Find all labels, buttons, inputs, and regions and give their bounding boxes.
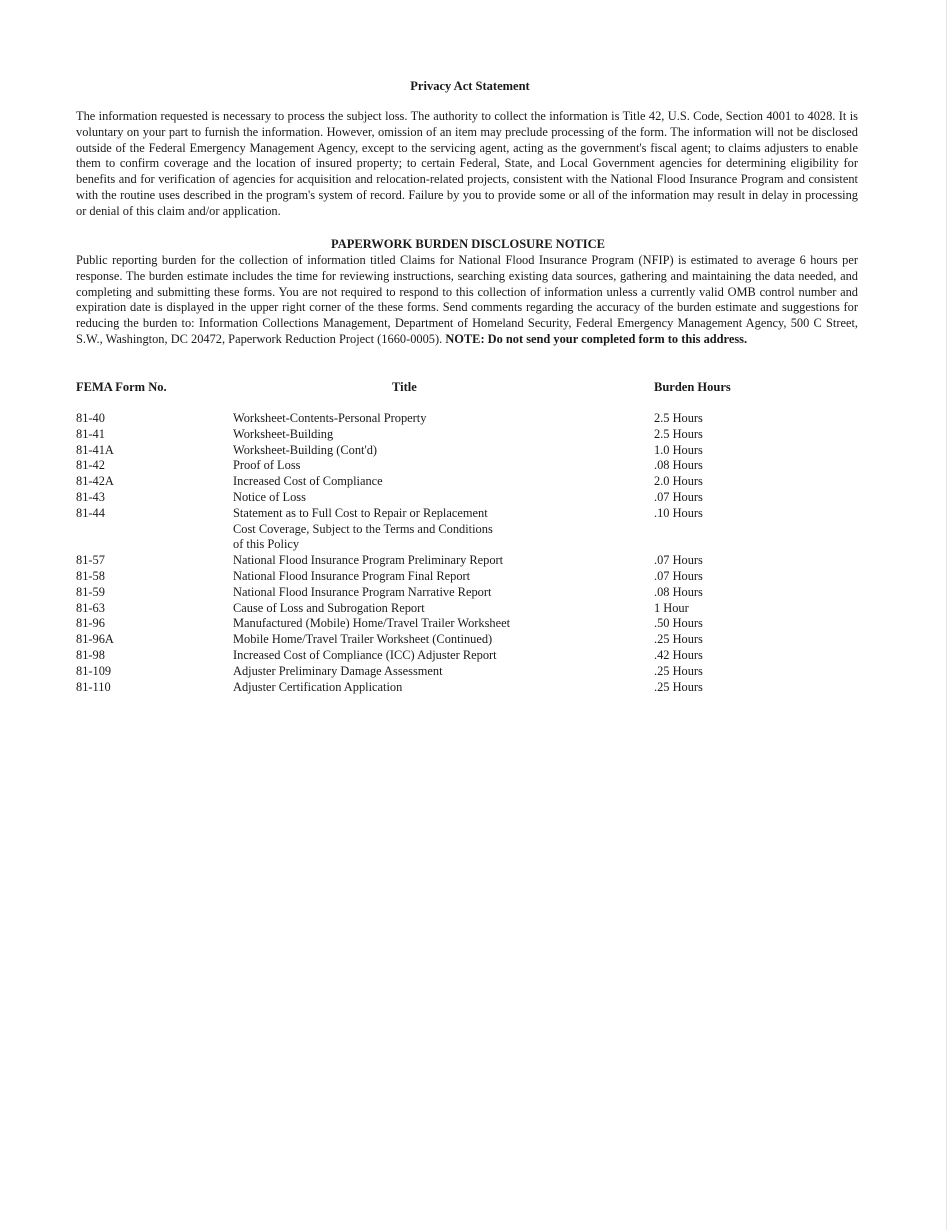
form-title-cell [233,506,654,553]
form-number-cell: 81-57 [76,553,105,568]
table-row [76,458,776,474]
form-number-cell: 81-63 [76,600,105,615]
form-title-cell [233,490,654,506]
form-title-line: Worksheet-Building (Cont'd) [233,442,378,457]
burden-hours-cell: .08 Hours [654,458,703,473]
table-row [76,648,776,664]
table-row [76,569,776,585]
form-title-cell [233,616,654,632]
burden-hours-cell: 2.0 Hours [654,474,703,489]
form-title-cell [233,427,654,443]
form-title-cell [233,632,654,648]
burden-hours-cell: .50 Hours [654,616,703,631]
form-title-line: Cause of Loss and Subrogation Report [233,600,425,615]
paperwork-notice-note: NOTE: Do not send your completed form to this address. [445,331,748,346]
burden-table-body [76,411,776,695]
column-header-form-no: FEMA Form No. [76,380,167,394]
form-title-line: National Flood Insurance Program Preliminary Report [233,553,504,568]
form-title-line: Statement as to Full Cost to Repair or Replacement [233,505,488,520]
table-row [76,506,776,553]
form-title-line: Manufactured (Mobile) Home/Travel Trailer Worksheet [233,616,511,631]
form-title-line: National Flood Insurance Program Narrative Report [233,584,492,599]
table-row [76,553,776,569]
burden-hours-cell: .42 Hours [654,647,703,662]
form-number-cell: 81-44 [76,505,105,520]
form-number-cell: 81-42A [76,474,114,489]
table-row [76,632,776,648]
privacy-act-paragraph: The information requested is necessary to process the subject loss. The authority to collect the information is Title 42, U.S. Code, Section 4001 to 4028. It is voluntary on your part to furnish the information. However, omission of an item may preclude processing of the form. The information will not be disclosed outside of the Federal Emergency Management Agency, except to the servicing agent, acting as the government's fiscal agent; to claims adjusters to enable them to confirm coverage and the location of insured property; to certain Federal, State, and Local Government agencies for determining eligibility for benefits and for verification of agencies for acquisition and relocation-related projects, consistent with the National Flood Insurance Program and consistent with the routine uses described in the program's system of record. Failure by you to provide some or all of the information may result in delay in processing or denial of this claim and/or application. [76,109,858,218]
burden-hours-cell: 1.0 Hours [654,442,703,457]
burden-hours-cell: .07 Hours [654,489,703,504]
table-row [76,427,776,443]
form-title-cell [233,680,654,696]
burden-hours-cell: .07 Hours [654,568,703,583]
form-number-cell: 81-96 [76,616,105,631]
table-row [76,664,776,680]
burden-hours-cell: 2.5 Hours [654,426,703,441]
form-title-line: Cost Coverage, Subject to the Terms and Conditions [233,521,493,536]
burden-hours-cell: 2.5 Hours [654,411,703,425]
column-header-title: Title [392,380,417,394]
burden-hours-cell: .07 Hours [654,553,703,568]
form-title-cell [233,648,654,664]
form-title-line: Proof of Loss [233,458,301,473]
paperwork-notice-paragraph [76,253,858,348]
form-title-line: Worksheet-Contents-Personal Property [233,411,427,425]
table-row [76,443,776,459]
form-title-cell [233,553,654,569]
form-title-cell [233,585,654,601]
burden-hours-cell: .25 Hours [654,663,703,678]
paperwork-notice-body: Public reporting burden for the collection of information titled Claims for National Flood Insurance Program (NFIP) is estimated to average 6 hours per response. The burden estimate includes the time for reviewing instructions, searching existing data sources, gathering and maintaining the data needed, and completing and submitting these forms. You are not required to respond to this collection of information unless a currently valid OMB control number and expiration date is displayed in the upper right corner of the these forms. Send comments regarding the accuracy of the burden estimate and suggestions for reducing the burden to: Information Collections Management, Department of Homeland Security, Federal Emergency Management Agency, 500 C Street, S.W., Washington, DC 20472, Paperwork Reduction Project (1660-0005). [76,253,858,346]
form-title-line: Increased Cost of Compliance [233,474,383,489]
form-number-cell: 81-40 [76,411,105,425]
form-number-cell: 81-59 [76,584,105,599]
form-title-line: Worksheet-Building [233,426,334,441]
form-number-cell: 81-41A [76,442,114,457]
form-title-line: Adjuster Preliminary Damage Assessment [233,663,443,678]
form-number-cell: 81-43 [76,489,105,504]
form-number-cell: 81-98 [76,647,105,662]
table-row [76,680,776,696]
form-title-line: Adjuster Certification Application [233,679,403,694]
form-number-cell: 81-109 [76,663,112,678]
form-number-cell: 81-110 [76,679,111,694]
form-title-line: Mobile Home/Travel Trailer Worksheet (Continued) [233,632,493,647]
form-title-line: Increased Cost of Compliance (ICC) Adjuster Report [233,647,497,662]
burden-hours-cell: .10 Hours [654,505,703,520]
page-edge-line [946,0,947,1230]
form-title-cell [233,411,654,427]
table-row [76,474,776,490]
form-title-cell [233,569,654,585]
table-row [76,585,776,601]
table-row [76,411,776,427]
burden-hours-cell: .25 Hours [654,632,703,647]
table-row [76,490,776,506]
form-number-cell: 81-41 [76,426,105,441]
burden-hours-cell: 1 Hour [654,600,689,615]
form-number-cell: 81-58 [76,568,105,583]
form-title-cell [233,458,654,474]
form-title-cell [233,664,654,680]
form-title-line: National Flood Insurance Program Final Report [233,568,471,583]
form-title-cell [233,601,654,617]
form-title-cell [233,474,654,490]
column-header-burden-hours: Burden Hours [654,380,731,394]
table-row [76,601,776,617]
form-number-cell: 81-96A [76,632,114,647]
burden-hours-cell: .08 Hours [654,584,703,599]
privacy-act-heading: Privacy Act Statement [410,79,530,93]
form-number-cell: 81-42 [76,458,105,473]
burden-hours-cell: .25 Hours [654,679,703,694]
form-title-line: Notice of Loss [233,489,306,504]
form-title-line: of this Policy [233,537,300,552]
table-row [76,616,776,632]
form-title-cell [233,443,654,459]
paperwork-notice-heading: PAPERWORK BURDEN DISCLOSURE NOTICE [330,237,606,251]
